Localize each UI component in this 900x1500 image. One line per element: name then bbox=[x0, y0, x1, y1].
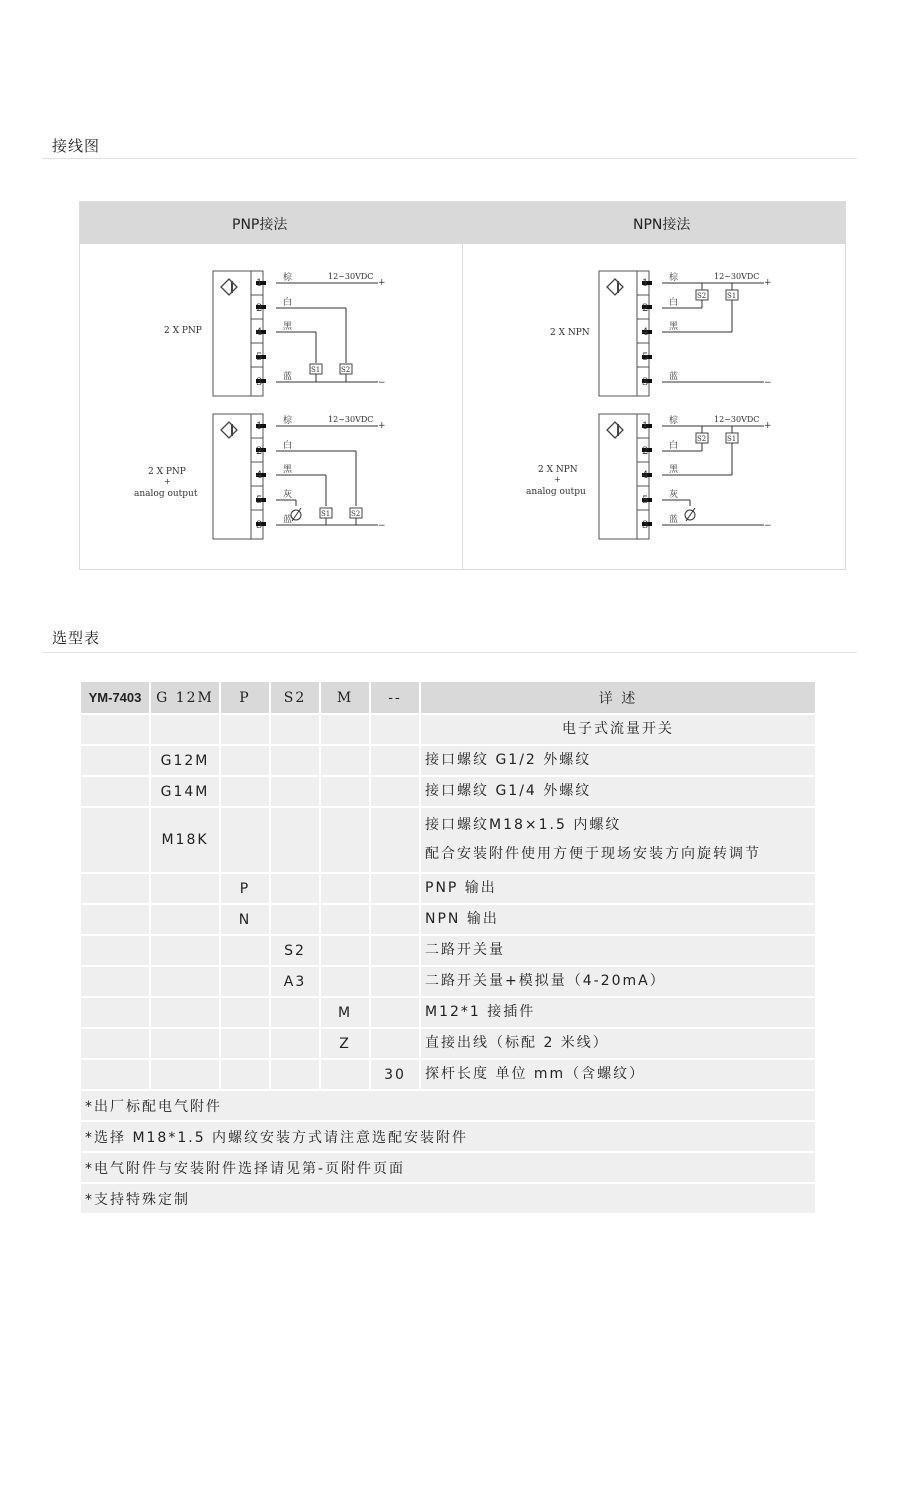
table-row bbox=[81, 777, 815, 806]
table-cell bbox=[321, 715, 369, 744]
detail-line: 配合安装附件使用方便于现场安装方向旋转调节 bbox=[425, 846, 761, 862]
table-row bbox=[81, 715, 815, 744]
pin-label: 2 bbox=[256, 446, 263, 457]
table-cell-detail bbox=[421, 746, 815, 775]
supply-voltage-label: 12~30VDC bbox=[714, 415, 760, 424]
switch-s1-label: S1 bbox=[727, 435, 737, 443]
pin-label: 2 bbox=[642, 303, 649, 314]
pnp-heading: PNP接法 bbox=[232, 217, 288, 233]
header-connection: M bbox=[321, 682, 369, 713]
table-cell bbox=[271, 1060, 319, 1089]
detail-line: 探杆长度 单位 mm（含螺纹） bbox=[425, 1066, 646, 1082]
table-cell bbox=[151, 967, 219, 996]
wire-brown-label: 棕 bbox=[283, 416, 293, 426]
wire-white-label: 白 bbox=[283, 441, 293, 451]
pin-label: 4 bbox=[642, 327, 649, 338]
switch-s2-label: S2 bbox=[697, 435, 707, 443]
table-cell bbox=[271, 715, 319, 744]
table-cell bbox=[371, 998, 419, 1027]
table-cell: G12M bbox=[151, 746, 219, 775]
table-cell bbox=[81, 1060, 149, 1089]
selection-section-title: 选型表 bbox=[52, 629, 101, 647]
table-cell bbox=[271, 746, 319, 775]
table-row bbox=[81, 746, 815, 775]
table-cell bbox=[371, 874, 419, 903]
table-row bbox=[81, 936, 815, 965]
pin-label: 5 bbox=[256, 495, 263, 506]
minus-terminal: − bbox=[378, 521, 386, 531]
pin-label: 5 bbox=[642, 495, 649, 506]
table-cell-detail bbox=[421, 905, 815, 934]
header-thread: G 12M bbox=[151, 682, 219, 713]
detail-line: NPN 输出 bbox=[425, 911, 499, 927]
table-row bbox=[81, 905, 815, 934]
header-detail: 详 述 bbox=[421, 682, 815, 713]
npn-heading: NPN接法 bbox=[633, 217, 691, 233]
switch-s1-label: S1 bbox=[311, 366, 321, 374]
wire-grey-label: 灰 bbox=[669, 490, 679, 500]
table-cell-detail bbox=[421, 967, 815, 996]
table-cell: M18K bbox=[151, 808, 219, 872]
wire-black-label: 黑 bbox=[669, 465, 679, 475]
pnp-top-schematic bbox=[164, 271, 386, 396]
wire-brown-label: 棕 bbox=[669, 416, 679, 426]
table-cell bbox=[221, 746, 269, 775]
supply-voltage-label: 12~30VDC bbox=[328, 272, 374, 281]
table-cell bbox=[151, 998, 219, 1027]
pin-label: 5 bbox=[642, 352, 649, 363]
table-cell bbox=[371, 1029, 419, 1058]
detail-line: M12*1 接插件 bbox=[425, 1004, 536, 1020]
npn-bottom-mode-plus: + bbox=[554, 475, 561, 484]
table-note-row bbox=[81, 1091, 815, 1120]
npn-bottom-mode-label: 2 X NPN bbox=[538, 465, 578, 475]
table-cell bbox=[81, 905, 149, 934]
table-note: *电气附件与安装附件选择请见第-页附件页面 bbox=[81, 1153, 815, 1182]
table-row bbox=[81, 1060, 815, 1089]
table-note: *支持特殊定制 bbox=[81, 1184, 815, 1213]
minus-terminal: − bbox=[378, 378, 386, 388]
table-cell bbox=[151, 715, 219, 744]
minus-terminal: − bbox=[764, 521, 772, 531]
wire-brown-label: 棕 bbox=[669, 273, 679, 283]
table-cell: M bbox=[321, 998, 369, 1027]
wiring-schematics bbox=[80, 202, 845, 569]
table-row bbox=[81, 808, 815, 872]
detail-line: 接口螺纹M18×1.5 内螺纹 bbox=[425, 817, 622, 833]
table-cell bbox=[151, 1060, 219, 1089]
table-cell bbox=[221, 715, 269, 744]
table-cell bbox=[271, 1029, 319, 1058]
wire-white-label: 白 bbox=[669, 441, 679, 451]
table-cell bbox=[81, 808, 149, 872]
pin-label: 4 bbox=[256, 327, 263, 338]
switch-s1-label: S1 bbox=[321, 510, 331, 518]
table-cell bbox=[81, 777, 149, 806]
detail-line: PNP 输出 bbox=[425, 880, 497, 896]
table-cell bbox=[151, 905, 219, 934]
table-cell bbox=[371, 905, 419, 934]
table-cell bbox=[271, 905, 319, 934]
pin-label: 2 bbox=[642, 446, 649, 457]
table-cell bbox=[221, 998, 269, 1027]
table-cell bbox=[321, 1060, 369, 1089]
switch-s1-label: S1 bbox=[727, 292, 737, 300]
header-switch: S2 bbox=[271, 682, 319, 713]
table-cell-detail bbox=[421, 936, 815, 965]
detail-line: 二路开关量+模拟量（4-20mA） bbox=[425, 973, 666, 989]
wire-white-label: 白 bbox=[283, 298, 293, 308]
switch-s2-label: S2 bbox=[697, 292, 707, 300]
table-cell bbox=[81, 967, 149, 996]
pnp-bottom-schematic bbox=[134, 414, 386, 539]
npn-bottom-schematic bbox=[526, 414, 772, 539]
pin-label: 3 bbox=[642, 377, 649, 388]
table-cell bbox=[371, 936, 419, 965]
table-cell bbox=[81, 1029, 149, 1058]
pin-label: 4 bbox=[256, 470, 263, 481]
wire-blue-label: 蓝 bbox=[669, 372, 679, 382]
wire-blue-label: 蓝 bbox=[283, 372, 293, 382]
table-cell: N bbox=[221, 905, 269, 934]
table-header-row bbox=[81, 682, 815, 713]
table-cell bbox=[321, 808, 369, 872]
table-cell bbox=[221, 1060, 269, 1089]
detail-line: 电子式流量开关 bbox=[562, 721, 674, 737]
pin-label: 1 bbox=[256, 278, 263, 289]
table-note-row bbox=[81, 1184, 815, 1213]
table-cell bbox=[321, 777, 369, 806]
table-cell bbox=[371, 967, 419, 996]
pnp-bottom-mode-plus: + bbox=[164, 477, 171, 486]
plus-terminal: + bbox=[764, 421, 772, 431]
table-cell-detail bbox=[421, 808, 815, 872]
table-cell bbox=[271, 874, 319, 903]
wire-black-label: 黑 bbox=[283, 465, 293, 475]
table-cell-detail bbox=[421, 1060, 815, 1089]
pin-label: 4 bbox=[642, 470, 649, 481]
wire-white-label: 白 bbox=[669, 298, 679, 308]
npn-top-schematic bbox=[550, 271, 772, 396]
npn-top-mode-label: 2 X NPN bbox=[550, 328, 590, 338]
table-cell bbox=[371, 777, 419, 806]
table-row bbox=[81, 967, 815, 996]
wire-black-label: 黑 bbox=[283, 322, 293, 332]
detail-line: 直接出线（标配 2 米线） bbox=[425, 1035, 609, 1051]
header-length: -- bbox=[371, 682, 419, 713]
table-note-row bbox=[81, 1122, 815, 1151]
table-cell-detail bbox=[421, 715, 815, 744]
detail-line: 二路开关量 bbox=[425, 942, 505, 958]
table-cell bbox=[271, 777, 319, 806]
pnp-bottom-mode-label: 2 X PNP bbox=[148, 467, 186, 477]
pin-label: 1 bbox=[642, 421, 649, 432]
table-cell: A3 bbox=[271, 967, 319, 996]
wire-blue-label: 蓝 bbox=[283, 515, 293, 525]
wiring-section-divider bbox=[42, 158, 857, 159]
table-cell bbox=[271, 808, 319, 872]
selection-section-divider bbox=[42, 652, 857, 653]
table-cell bbox=[81, 746, 149, 775]
supply-voltage-label: 12~30VDC bbox=[328, 415, 374, 424]
table-cell bbox=[81, 936, 149, 965]
table-cell bbox=[321, 967, 369, 996]
table-cell bbox=[151, 936, 219, 965]
minus-terminal: − bbox=[764, 378, 772, 388]
detail-line: 接口螺纹 G1/4 外螺纹 bbox=[425, 783, 592, 799]
pnp-top-mode-label: 2 X PNP bbox=[164, 326, 202, 336]
detail-line: 接口螺纹 G1/2 外螺纹 bbox=[425, 752, 592, 768]
wire-grey-label: 灰 bbox=[283, 490, 293, 500]
plus-terminal: + bbox=[378, 278, 386, 288]
supply-voltage-label: 12~30VDC bbox=[714, 272, 760, 281]
header-output: P bbox=[221, 682, 269, 713]
table-cell bbox=[321, 905, 369, 934]
table-cell: S2 bbox=[271, 936, 319, 965]
table-cell bbox=[371, 715, 419, 744]
pin-label: 2 bbox=[256, 303, 263, 314]
table-cell-detail bbox=[421, 1029, 815, 1058]
table-cell bbox=[221, 1029, 269, 1058]
plus-terminal: + bbox=[378, 421, 386, 431]
pin-label: 5 bbox=[256, 352, 263, 363]
pin-label: 1 bbox=[642, 278, 649, 289]
table-note: *选择 M18*1.5 内螺纹安装方式请注意选配安装附件 bbox=[81, 1122, 815, 1151]
table-cell bbox=[81, 874, 149, 903]
table-cell bbox=[321, 746, 369, 775]
pin-label: 3 bbox=[642, 520, 649, 531]
pin-label: 1 bbox=[256, 421, 263, 432]
table-cell bbox=[221, 808, 269, 872]
table-cell bbox=[321, 874, 369, 903]
plus-terminal: + bbox=[764, 278, 772, 288]
table-cell bbox=[81, 715, 149, 744]
table-note-row bbox=[81, 1153, 815, 1182]
table-cell bbox=[221, 777, 269, 806]
table-cell: G14M bbox=[151, 777, 219, 806]
table-cell bbox=[321, 936, 369, 965]
table-row bbox=[81, 874, 815, 903]
npn-bottom-mode-analog: analog outpu bbox=[526, 487, 586, 497]
selection-table bbox=[79, 680, 817, 1215]
table-cell bbox=[151, 874, 219, 903]
table-cell-detail bbox=[421, 777, 815, 806]
table-cell: Z bbox=[321, 1029, 369, 1058]
table-cell-detail bbox=[421, 998, 815, 1027]
table-row bbox=[81, 998, 815, 1027]
pnp-bottom-mode-analog: analog output bbox=[134, 489, 198, 499]
table-cell bbox=[151, 1029, 219, 1058]
wiring-diagram-panel bbox=[79, 201, 846, 570]
table-row bbox=[81, 1029, 815, 1058]
wire-blue-label: 蓝 bbox=[669, 515, 679, 525]
switch-s2-label: S2 bbox=[341, 366, 351, 374]
table-cell bbox=[371, 808, 419, 872]
table-cell bbox=[271, 998, 319, 1027]
wire-black-label: 黑 bbox=[669, 322, 679, 332]
table-cell: 30 bbox=[371, 1060, 419, 1089]
table-cell bbox=[371, 746, 419, 775]
table-cell bbox=[221, 967, 269, 996]
table-cell-detail bbox=[421, 874, 815, 903]
table-cell: P bbox=[221, 874, 269, 903]
table-cell bbox=[221, 936, 269, 965]
wire-brown-label: 棕 bbox=[283, 273, 293, 283]
table-cell bbox=[81, 998, 149, 1027]
table-note: *出厂标配电气附件 bbox=[81, 1091, 815, 1120]
pin-label: 3 bbox=[256, 520, 263, 531]
switch-s2-label: S2 bbox=[351, 510, 361, 518]
pin-label: 3 bbox=[256, 377, 263, 388]
wiring-section-title: 接线图 bbox=[52, 137, 101, 155]
header-model: YM-7403 bbox=[81, 682, 149, 713]
